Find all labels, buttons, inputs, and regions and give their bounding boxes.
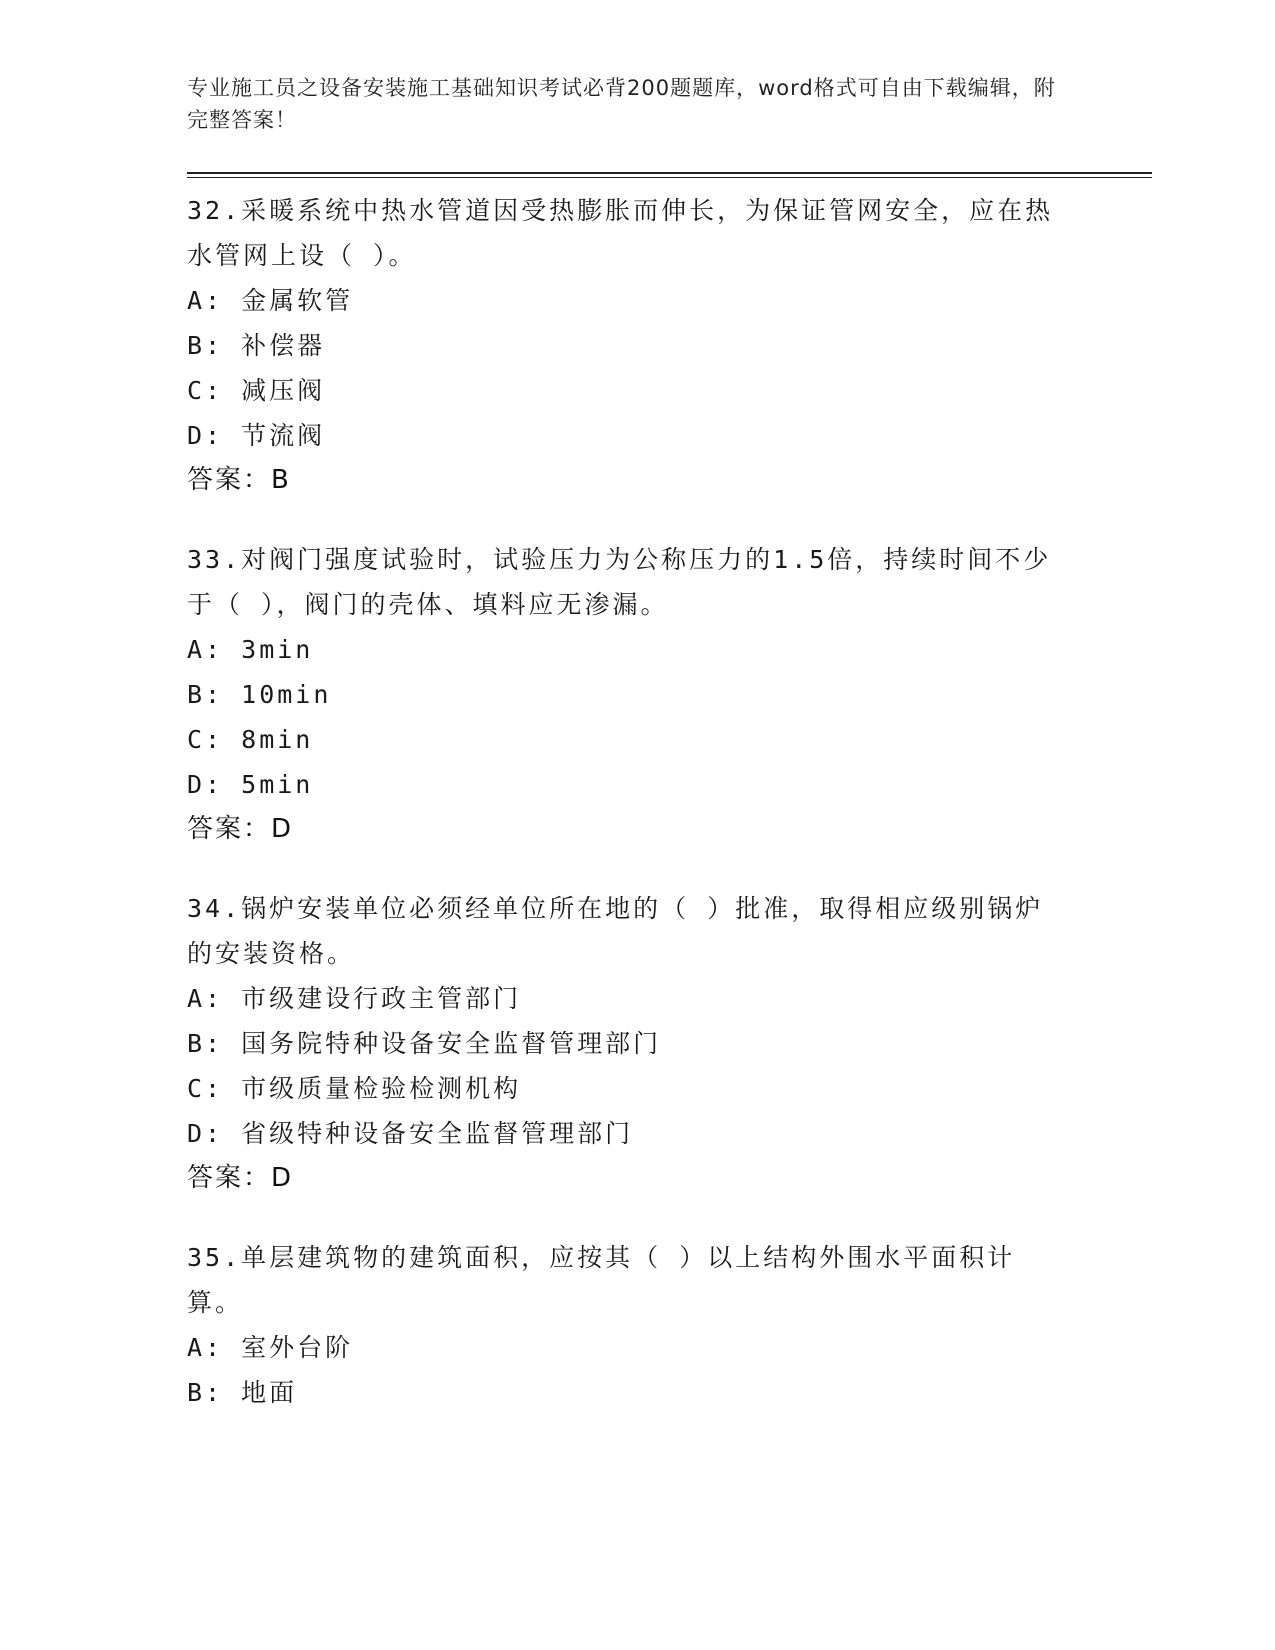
option-b: B: 国务院特种设备安全监督管理部门 [187, 1029, 662, 1058]
option-d: D: 5min [187, 770, 314, 799]
option-b: B: 10min [187, 680, 332, 709]
question-32 [187, 188, 1152, 503]
option-b: B: 地面 [187, 1378, 298, 1407]
option-c: C: 8min [187, 725, 314, 754]
option-a: A: 室外台阶 [187, 1333, 354, 1362]
question-stem: 32.采暖系统中热水管道因受热膨胀而伸长，为保证管网安全，应在热水管网上设（ ）。 [187, 196, 1054, 270]
question-stem: 35.单层建筑物的建筑面积，应按其（ ）以上结构外围水平面积计算。 [187, 1243, 1016, 1317]
option-d: D: 节流阀 [187, 421, 326, 450]
option-a: A: 3min [187, 635, 314, 664]
header-divider [187, 172, 1152, 178]
question-list [187, 188, 1152, 1415]
option-b: B: 补偿器 [187, 331, 326, 360]
answer-line: 答案：D [187, 814, 294, 844]
question-34 [187, 886, 1152, 1201]
document-header-text: 专业施工员之设备安装施工基础知识考试必背200题题库，word格式可自由下载编辑，附完整答案！ [187, 76, 1056, 132]
option-c: C: 减压阀 [187, 376, 326, 405]
question-stem: 34.锅炉安装单位必须经单位所在地的（ ）批准，取得相应级别锅炉的安装资格。 [187, 894, 1044, 968]
question-35 [187, 1235, 1152, 1415]
option-d: D: 省级特种设备安全监督管理部门 [187, 1119, 634, 1148]
option-c: C: 市级质量检验检测机构 [187, 1074, 522, 1103]
question-stem: 33.对阀门强度试验时，试验压力为公称压力的1.5倍，持续时间不少于（ ），阀门的壳体、填料应无渗漏。 [187, 545, 1052, 619]
answer-line: 答案：D [187, 1163, 294, 1193]
option-a: A: 市级建设行政主管部门 [187, 984, 522, 1013]
option-a: A: 金属软管 [187, 286, 354, 315]
answer-line: 答案：B [187, 465, 291, 495]
question-33 [187, 537, 1152, 852]
document-page [187, 72, 1152, 1449]
